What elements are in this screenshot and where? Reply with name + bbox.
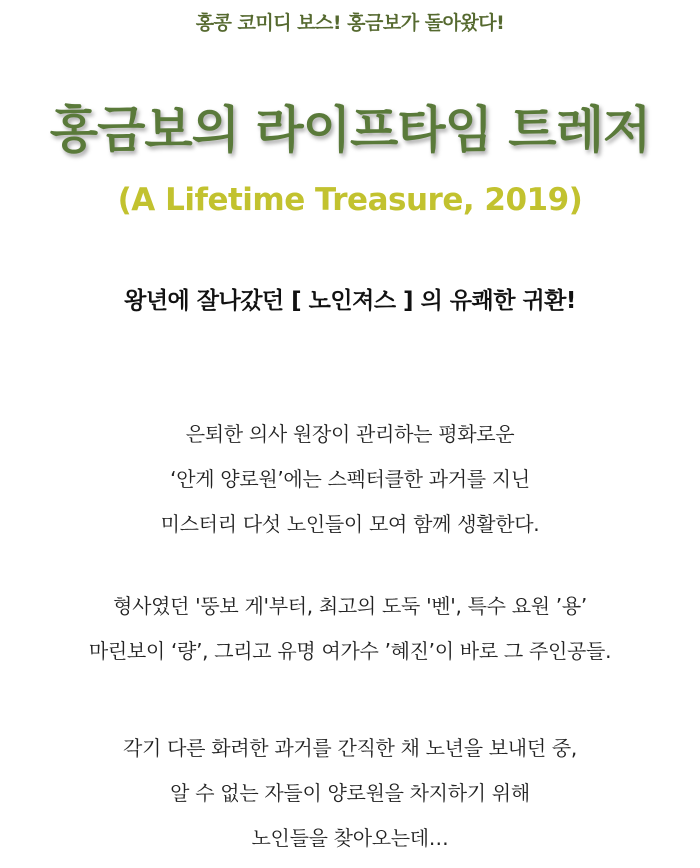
synopsis-line: 형사였던 '뚱보 게'부터, 최고의 도둑 '벤', 특수 요원 ’용’ [113,594,587,618]
synopsis-paragraph-3 [0,726,700,861]
synopsis-line: 마린보이 ‘량’, 그리고 유명 여가수 ’혜진’이 바로 그 주인공들. [88,639,612,663]
synopsis-line: 미스터리 다섯 노인들이 모여 함께 생활한다. [160,512,540,536]
synopsis-line: 각기 다른 화려한 과거를 간직한 채 노년을 보내던 중, [123,736,577,760]
synopsis-line: ‘안게 양로원’에는 스펙터클한 과거를 지닌 [170,467,530,491]
movie-title: 홍금보의 라이프타임 트레저 [49,101,651,159]
synopsis-line: 알 수 없는 자들이 양로원을 차지하기 위해 [170,781,530,805]
tagline: 홍콩 코미디 보스! 홍금보가 돌아왔다! [195,12,505,34]
synopsis-line: 노인들을 찾아오는데… [251,826,449,850]
synopsis-paragraph-2 [0,584,700,674]
movie-subtitle: (A Lifetime Treasure, 2019) [117,182,583,218]
synopsis-paragraph-1 [0,412,700,547]
headline: 왕년에 잘나갔던 [ 노인져스 ] 의 유쾌한 귀환! [124,288,576,314]
synopsis-line: 은퇴한 의사 원장이 관리하는 평화로운 [185,422,515,446]
